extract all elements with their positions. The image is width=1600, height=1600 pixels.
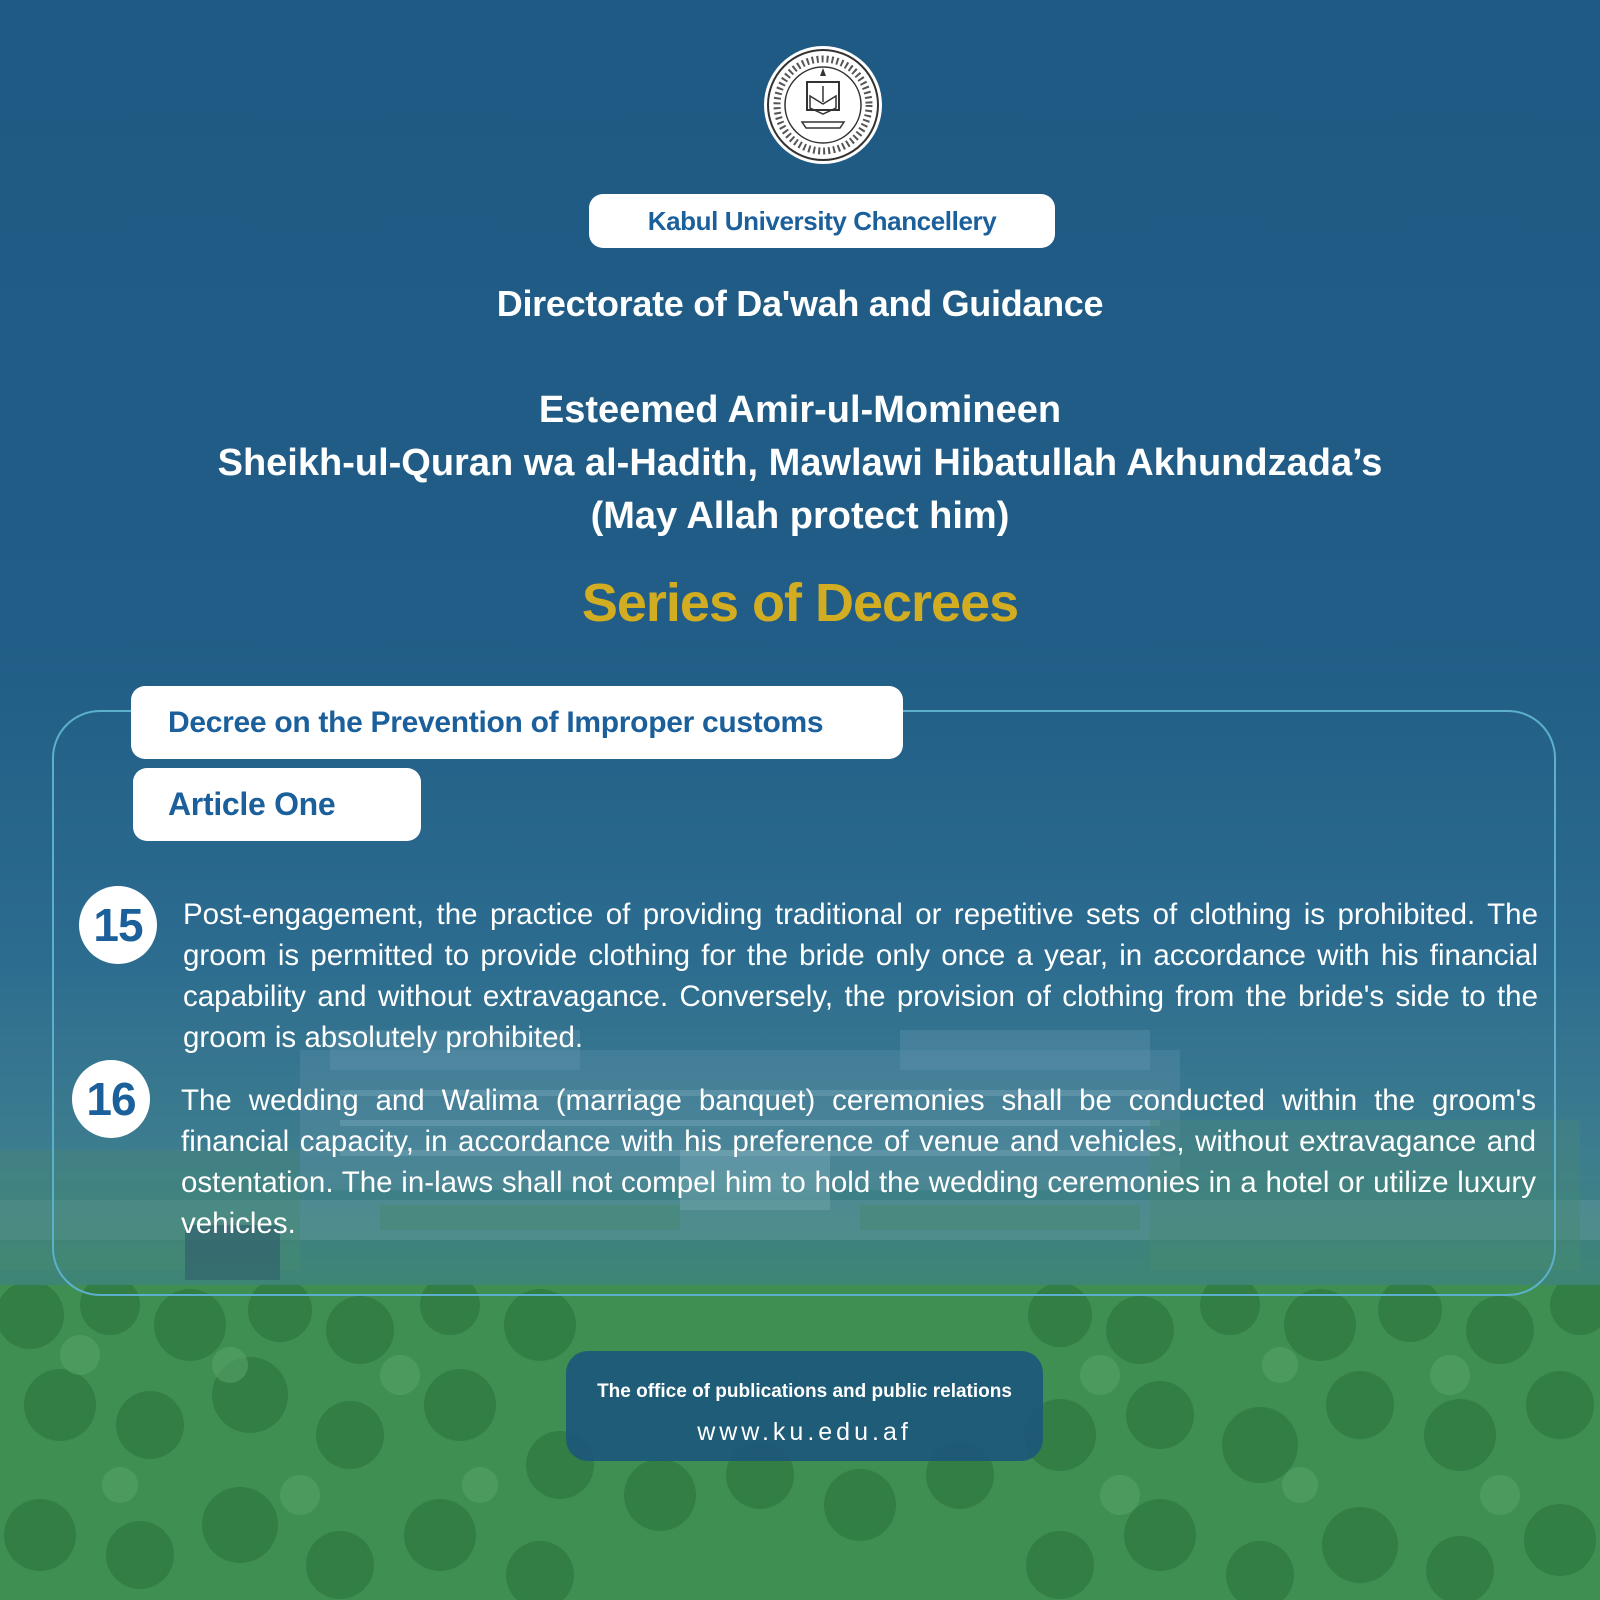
decree-title-badge: Decree on the Prevention of Improper customs bbox=[131, 686, 903, 759]
item-number-badge: 15 bbox=[79, 886, 157, 964]
title-line-2: Sheikh-ul-Quran wa al-Hadith, Mawlawi Hibatullah Akhundzada’s bbox=[217, 442, 1383, 484]
title-line-1: Esteemed Amir-ul-Momineen bbox=[538, 389, 1062, 431]
directorate-heading: Directorate of Da'wah and Guidance bbox=[496, 283, 1104, 324]
chancellery-badge: Kabul University Chancellery bbox=[589, 194, 1055, 248]
decree-item-text: The wedding and Walima (marriage banquet) ceremonies shall be conducted within the groom's financial capacity, in accordance with his preference of venue and vehicles, without extravagance and ostentation. The in-laws shall not compel him to hold the wedding ceremonies in a hotel or utilize luxury vehicles. bbox=[181, 1084, 1536, 1240]
series-title: Series of Decrees bbox=[581, 573, 1019, 633]
decree-item-text: Post-engagement, the practice of providing traditional or repetitive sets of clothing is prohibited. The groom is permitted to provide clothing for the bride only once a year, in accordance with his financial capability and without extravagance. Conversely, the provision of clothing from the bride's side to the groom is absolutely prohibited. bbox=[183, 898, 1538, 1054]
title-line-3: (May Allah protect him) bbox=[590, 495, 1010, 537]
article-badge: Article One bbox=[133, 768, 421, 841]
item-number-badge: 16 bbox=[72, 1060, 150, 1138]
footer-website-link[interactable]: www.ku.edu.af bbox=[697, 1418, 912, 1446]
footer-office-label: The office of publications and public relations bbox=[597, 1381, 1012, 1402]
kabul-university-seal-icon bbox=[762, 44, 884, 166]
